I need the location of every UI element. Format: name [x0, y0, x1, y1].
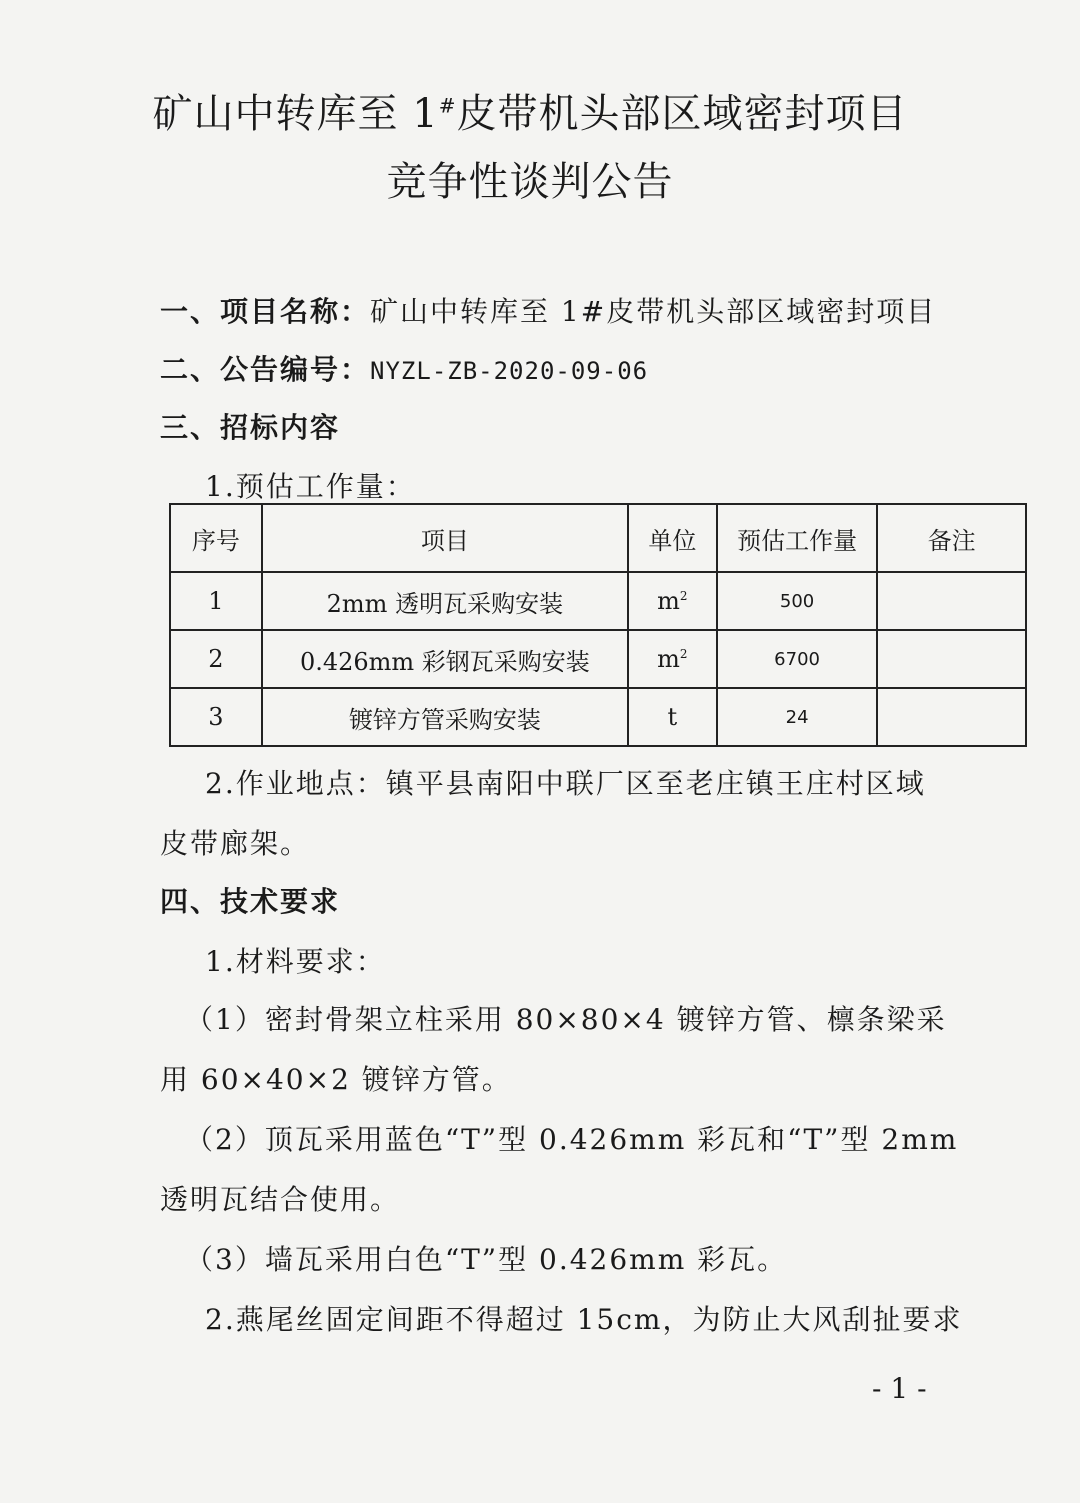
title-superscript: #	[438, 93, 457, 118]
document-title-line-2: 竞争性谈判公告	[386, 159, 674, 205]
table-cell-unit	[628, 572, 717, 630]
material-requirements-caption: 1.材料要求：	[205, 945, 386, 978]
requirement-3: （3）墙瓦采用白色“T”型 0.426mm 彩瓦。	[185, 1243, 788, 1276]
table-cell-unit	[628, 630, 717, 688]
requirement-1-line-2: 用 60×40×2 镀锌方管。	[160, 1063, 512, 1096]
section-notice-number	[160, 348, 648, 388]
table-cell-item: 2mm 透明瓦采购安装	[262, 572, 628, 630]
work-location-line-2: 皮带廊架。	[160, 827, 311, 860]
workload-caption: 1.预估工作量：	[205, 470, 416, 503]
table-header-row	[170, 504, 1026, 572]
section-value: 矿山中转库至 1#皮带机头部区域密封项目	[370, 295, 937, 328]
table-cell-item: 镀锌方管采购安装	[262, 688, 628, 746]
table-row	[170, 630, 1026, 688]
unit-text: m	[657, 645, 680, 673]
page-number: - 1 -	[872, 1372, 927, 1405]
section-technical-requirements: 四、技术要求	[160, 885, 341, 918]
requirement-1-line-1: （1）密封骨架立柱采用 80×80×4 镀锌方管、檩条梁采	[185, 1003, 947, 1036]
section-label: 一、项目名称：	[160, 295, 371, 328]
table-cell-qty: 500	[717, 572, 878, 630]
section-label: 二、公告编号：	[160, 353, 371, 386]
table-header-cell: 预估工作量	[717, 504, 878, 572]
table-row	[170, 572, 1026, 630]
table-cell-qty: 6700	[717, 630, 878, 688]
unit-text: m	[657, 587, 680, 615]
work-location-line-1: 2.作业地点：镇平县南阳中联厂区至老庄镇王庄村区域	[205, 767, 926, 800]
section-project-name	[160, 290, 936, 330]
table-cell-note	[877, 572, 1026, 630]
table-cell-item: 0.426mm 彩钢瓦采购安装	[262, 630, 628, 688]
table-cell-no: 3	[170, 688, 262, 746]
unit-text: t	[667, 703, 678, 731]
section-value: NYZL-ZB-2020-09-06	[370, 357, 649, 385]
document-title-line-1	[0, 82, 1060, 139]
unit-superscript: 2	[679, 647, 688, 661]
title-text-post: 皮带机头部区域密封项目	[456, 91, 908, 137]
table-row	[170, 688, 1026, 746]
table-header-cell: 备注	[877, 504, 1026, 572]
unit-superscript: 2	[679, 589, 688, 603]
table-header-cell: 项目	[262, 504, 628, 572]
requirement-2-line-1: （2）顶瓦采用蓝色“T”型 0.426mm 彩瓦和“T”型 2mm	[185, 1123, 959, 1156]
workload-table	[169, 503, 1027, 747]
section-tender-content: 三、招标内容	[160, 411, 341, 444]
requirement-2-line-2: 透明瓦结合使用。	[160, 1183, 401, 1216]
table-cell-no: 2	[170, 630, 262, 688]
title-text-pre: 矿山中转库至 1	[152, 91, 439, 137]
table-header-cell: 单位	[628, 504, 717, 572]
table-cell-note	[877, 688, 1026, 746]
table-cell-note	[877, 630, 1026, 688]
table-cell-no: 1	[170, 572, 262, 630]
table-header-cell: 序号	[170, 504, 262, 572]
table-cell-qty: 24	[717, 688, 878, 746]
table-cell-unit	[628, 688, 717, 746]
screw-spacing-requirement: 2.燕尾丝固定间距不得超过 15cm，为防止大风刮扯要求	[205, 1303, 963, 1336]
